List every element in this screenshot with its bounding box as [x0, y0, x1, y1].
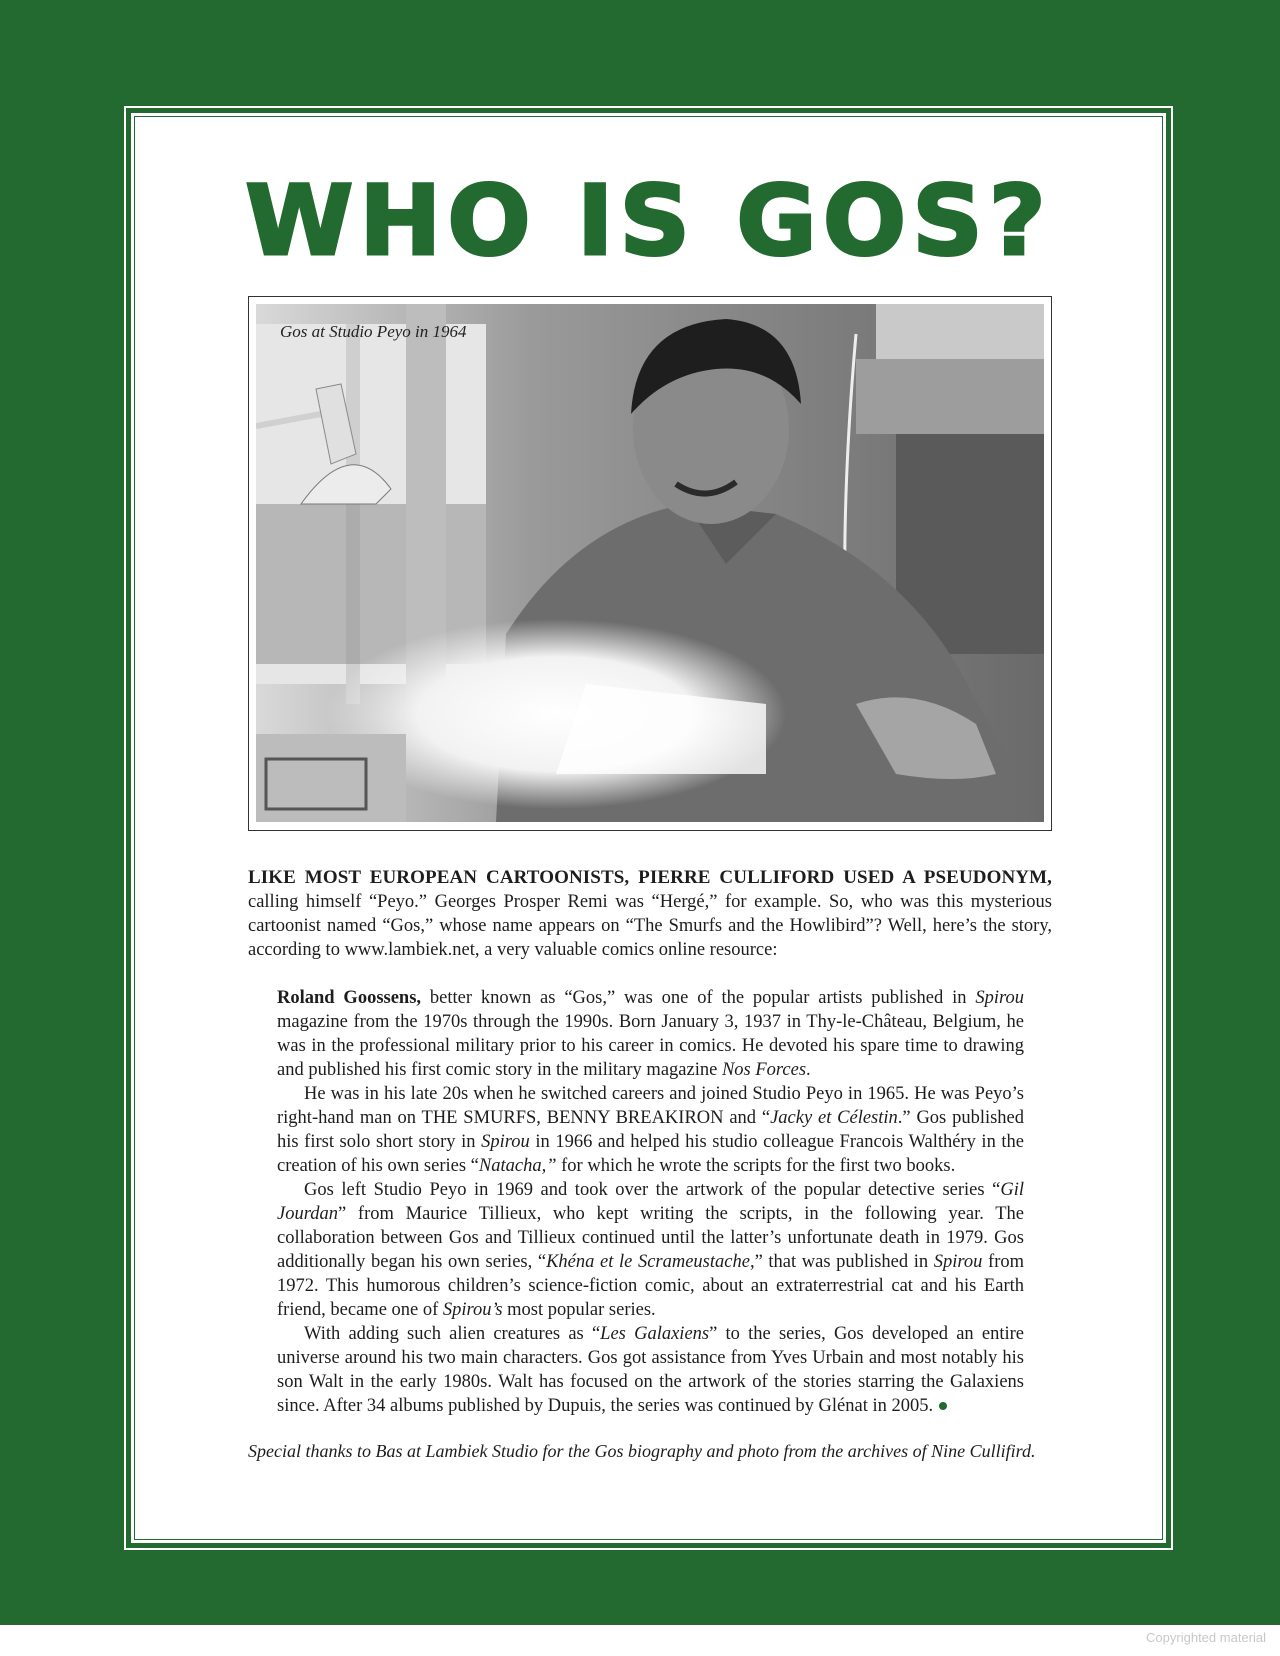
text-span: With adding such alien creatures as “ — [304, 1324, 601, 1344]
text-span: ” from Maurice Tillieux, who kept writing the scripts, in the following year. The collaboration between Gos and Tillieux continued until the latter’s unfortunate death in 1979. Gos additionally began his own series, “ — [277, 1204, 1024, 1272]
italic-title: Khéna et le Scrameustache — [546, 1252, 750, 1272]
text-span: .” Gos published his first solo short story in — [277, 1108, 1025, 1152]
photo-frame — [248, 296, 1052, 831]
text-span: magazine from the 1970s through the 1990s. Born January 3, 1937 in Thy-le-Château, Belgium, he was in the professional military prior to his career in comics. He devoted his spare time to drawing and published his first comic story in the military magazine — [277, 1012, 1024, 1080]
bottom-strip — [0, 1625, 1280, 1656]
end-mark-dot — [939, 1402, 947, 1410]
italic-title: Les Galaxiens — [600, 1324, 710, 1344]
bio-paragraph-3 — [277, 1178, 1024, 1322]
italic-title: Spirou — [975, 988, 1024, 1008]
text-span: ,” that was published in — [749, 1252, 934, 1272]
italic-title: Spirou — [481, 1132, 530, 1152]
text-span: . — [806, 1060, 811, 1080]
text-span: ” to the series, Gos developed an entire universe around his two main characters. Gos got assistance from Yves Urbain and most notably his son Walt in the early 1980s. Walt has focused on the artwork of the stories starring the Galaxiens since. After 34 albums published by Dupuis, the series was continued by Glénat in 2005. — [277, 1324, 1025, 1416]
lead-paragraph — [248, 866, 1052, 962]
text-span: Gos left Studio Peyo in 1969 and took over the artwork of the popular detective series “ — [304, 1180, 1001, 1200]
copyright-watermark: Copyrighted material — [1146, 1630, 1266, 1645]
italic-title: Spirou’s — [442, 1300, 503, 1320]
italic-title: Jacky et Célestin — [770, 1108, 898, 1128]
photo-illustration — [256, 304, 1044, 822]
italic-title: Gil Jourdan — [277, 1180, 1024, 1224]
biography-quote — [277, 986, 1024, 1418]
italic-title: Natacha,” — [478, 1156, 557, 1176]
bio-name: Roland Goossens, — [277, 988, 422, 1008]
lead-caps: LIKE MOST EUROPEAN CARTOONISTS, PIERRE CULLIFORD USED A PSEUDONYM, — [248, 867, 1052, 888]
italic-title: Nos Forces — [721, 1060, 807, 1080]
page-title: WHO IS GOS? — [245, 165, 1052, 277]
text-span: most popular series. — [502, 1300, 656, 1320]
lead-rest: calling himself “Peyo.” Georges Prosper Remi was “Hergé,” for example. So, who was this mysterious cartoonist named “Gos,” whose name appears on “The Smurfs and the Howlibird”? Well, here’s the story, according to www.lambiek.net, a very valuable comics online resource: — [248, 892, 1052, 960]
text-span: He was in his late 20s when he switched careers and joined Studio Peyo in 1965. He was Peyo’s right-hand man on THE SMURFS, BENNY BREAKIRON and “ — [277, 1084, 1024, 1128]
text-span: from 1972. This humorous children’s science-fiction comic, about an extraterrestrial cat and his Earth friend, became one of — [277, 1252, 1025, 1320]
italic-title: Spirou — [933, 1252, 983, 1272]
text-span: better known as “Gos,” was one of the popular artists published in — [421, 988, 976, 1008]
text-span: in 1966 and helped his studio colleague Francois Walthéry in the creation of his own series “ — [277, 1132, 1024, 1176]
bio-paragraph-2 — [277, 1082, 1024, 1178]
acknowledgment: Special thanks to Bas at Lambiek Studio for the Gos biography and photo from the archives of Nine Cullifird. — [248, 1441, 1036, 1461]
bio-paragraph-4 — [277, 1322, 1024, 1418]
text-span: for which he wrote the scripts for the first two books. — [556, 1156, 956, 1176]
photo-caption: Gos at Studio Peyo in 1964 — [280, 322, 467, 341]
photo-gos-at-studio — [256, 304, 1044, 822]
bio-paragraph-1 — [277, 986, 1024, 1082]
